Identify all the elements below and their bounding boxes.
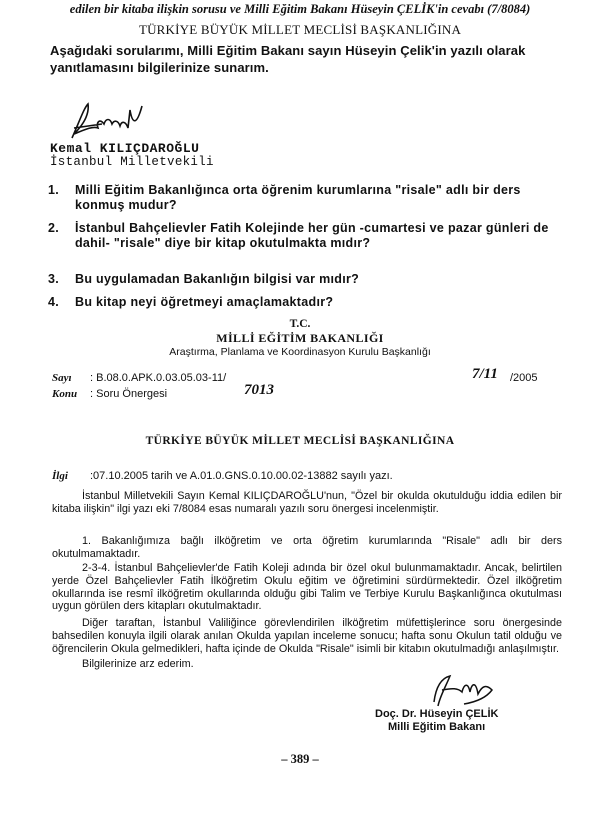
sayi-label: Sayı (52, 372, 72, 384)
question-text: Bu kitap neyi öğretmeyi amaçlamaktadır? (75, 295, 334, 309)
paragraph-text: 2-3-4. İstanbul Bahçelievler'de Fatih Koleji adında bir özel okul bulunmamaktadır. Ancak, belirtilen yerde Özel Bahçelievler Fatih İlköğretim Okulu eğitim ve öğretimini sürdürmektedir. Özel ilköğretim okullarında ise resmî ilköğretim okullarında olduğu gibi Talim ve Terbiye Kurulu Başkanlığınca okutulması uygun görülen ders kitapları okutulmaktadır. (52, 562, 562, 613)
question-item (48, 221, 568, 251)
response-paragraph (52, 562, 562, 613)
response-paragraph (52, 617, 562, 655)
question-number: 1. (48, 183, 60, 197)
response-paragraph (52, 490, 562, 516)
handwritten-date: 7/11 (472, 366, 498, 382)
question-item (48, 295, 568, 310)
signer-role: İstanbul Milletvekili (50, 155, 214, 169)
handwritten-reference-number: 7013 (244, 382, 274, 398)
intro-paragraph: Aşağıdaki sorularımı, Milli Eğitim Bakanı sayın Hüseyin Çelik'in yazılı olarak yanıtlamasını bilgilerinize sunarım. (50, 43, 526, 75)
response-paragraph (52, 535, 562, 561)
paragraph-text: Bilgilerinize arz ederim. (82, 658, 194, 670)
question-item (48, 272, 568, 287)
konu-label: Konu (52, 388, 78, 400)
ilgi-label: İlgi (52, 470, 68, 482)
signature-kilicdaroglu (70, 100, 150, 145)
document-title: edilen bir kitaba ilişkin sorusu ve Milli Eğitim Bakanı Hüseyin ÇELİK'in cevabı (7/8084) (69, 2, 531, 16)
recipient-header: TÜRKİYE BÜYÜK MİLLET MECLİSİ BAŞKANLIĞINA (145, 435, 455, 447)
page-number: – 389 – (281, 752, 319, 766)
signature-celik (428, 672, 498, 710)
question-number: 4. (48, 295, 60, 309)
sayi-value: : B.08.0.APK.0.03.05.03-11/ (90, 372, 227, 384)
paragraph-text: 1. Bakanlığımıza bağlı ilköğretim ve orta öğretim kurumlarında "Risale" adlı bir ders okutulmamaktadır. (52, 535, 562, 560)
question-text: Bu uygulamadan Bakanlığın bilgisi var mıdır? (75, 272, 360, 286)
question-text: Milli Eğitim Bakanlığınca orta öğrenim kurumlarına "risale" adlı bir ders konmuş mudur? (75, 183, 521, 212)
date-year: /2005 (510, 372, 538, 384)
paragraph-text: Diğer taraftan, İstanbul Valiliğince görevlendirilen ilköğretim müfettişlerince soru önergesinde bahsedilen konuyla ilgili olarak anılan Okulda yapılan inceleme sonucu; hafta sonu Okulun tatil olduğu ve öğrencilerin Okula gelmedikleri, hafta içinde de Okulda "Risale" isimli bir kitabın okutulmadığı anlaşılmıştır. (52, 617, 562, 655)
question-item (48, 183, 568, 213)
question-text: İstanbul Bahçelievler Fatih Kolejinde her gün -cumartesi ve pazar günleri de dahil- "risale" diye bir kitap okutulmakta mıdır? (75, 221, 549, 250)
ilgi-value: :07.10.2005 tarih ve A.01.0.GNS.0.10.00.02-13882 sayılı yazı. (90, 470, 393, 482)
ministry-name: MİLLİ EĞİTİM BAKANLIĞI (216, 331, 384, 345)
signer-name: Kemal KILIÇDAROĞLU (50, 141, 200, 156)
question-number: 2. (48, 221, 60, 235)
question-number: 3. (48, 272, 60, 286)
parliament-header: TÜRKİYE BÜYÜK MİLLET MECLİSİ BAŞKANLIĞINA (138, 22, 462, 37)
konu-value: : Soru Önergesi (90, 388, 168, 400)
response-paragraph (52, 658, 562, 671)
tc-label: T.C. (289, 318, 311, 330)
paragraph-text: İstanbul Milletvekili Sayın Kemal KILIÇDAROĞLU'nun, "Özel bir okulda okutulduğu iddia edilen bir kitaba ilişkin" ilgi yazı eki 7/8084 esas numaralı yazılı soru önergesi incelenmiştir. (52, 490, 562, 515)
minister-name: Doç. Dr. Hüseyin ÇELİK (375, 708, 499, 720)
department-name: Araştırma, Planlama ve Koordinasyon Kurulu Başkanlığı (169, 346, 431, 358)
minister-role: Milli Eğitim Bakanı (388, 721, 486, 733)
